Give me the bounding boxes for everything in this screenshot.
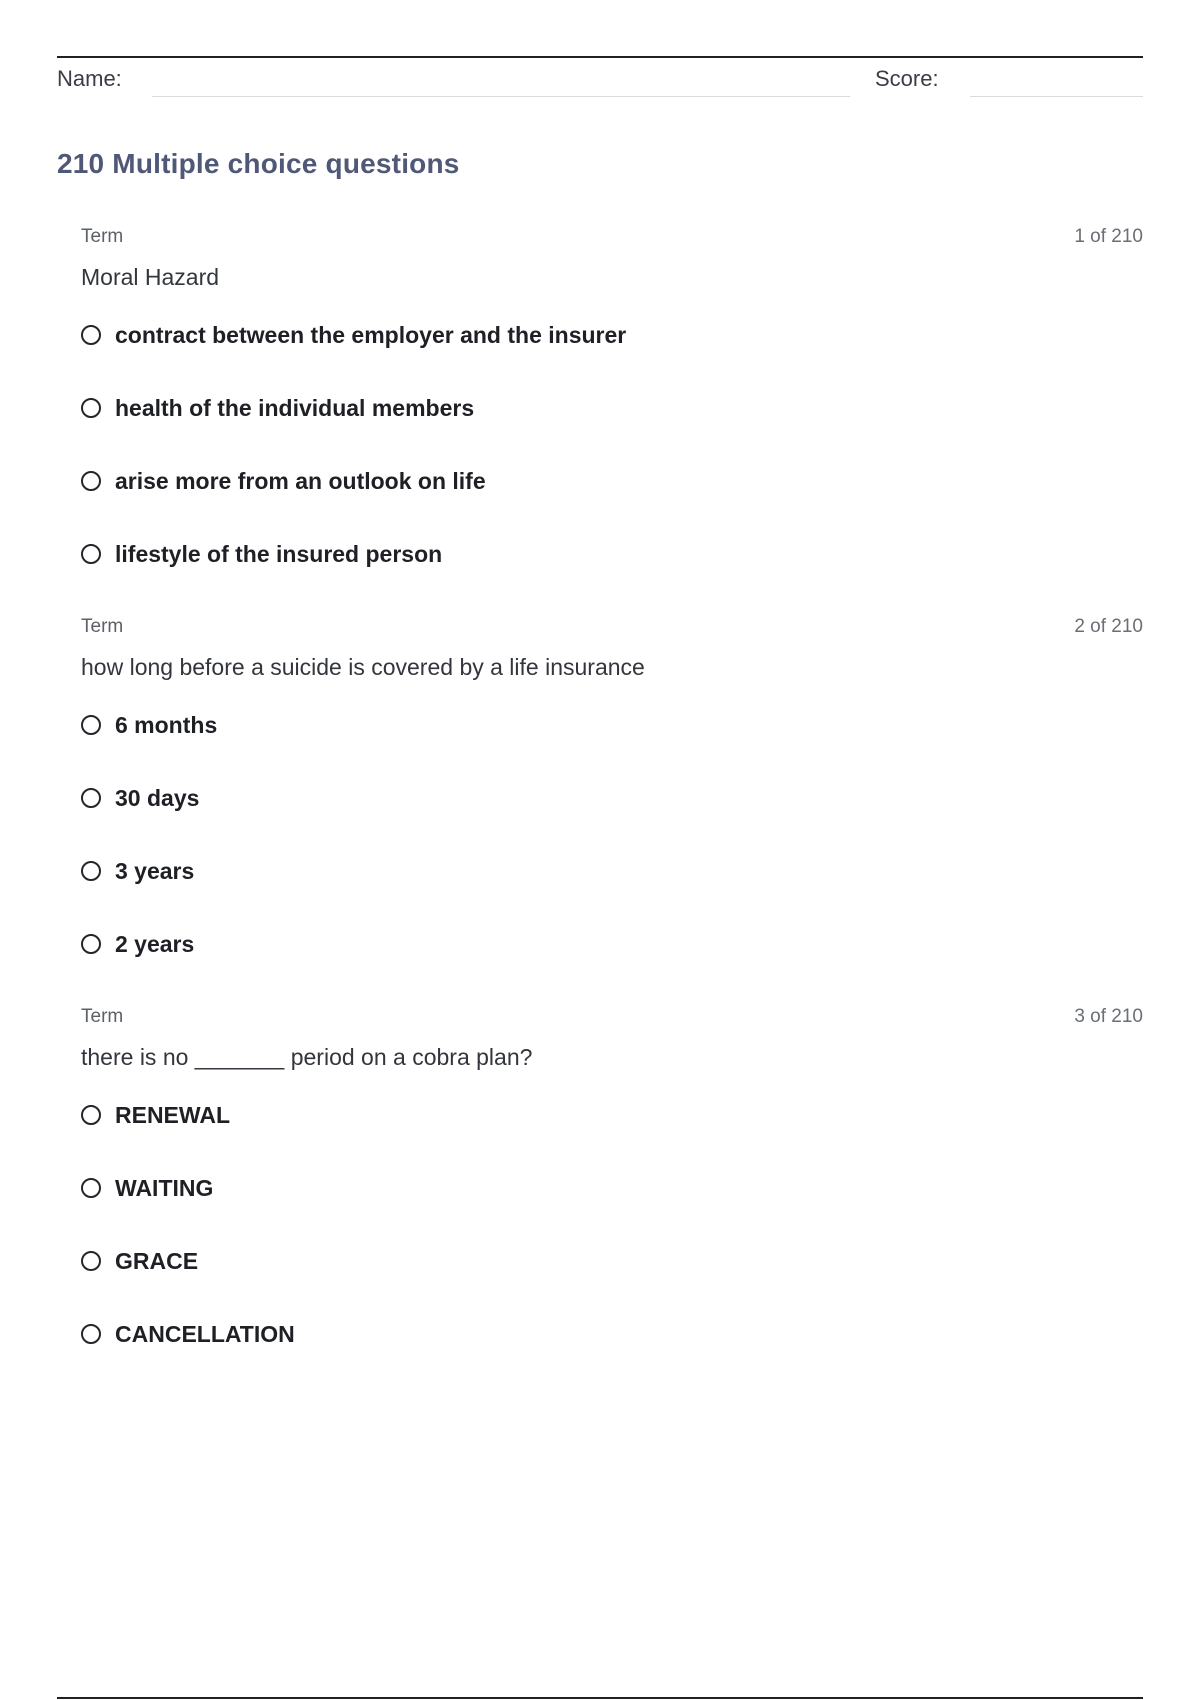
radio-circle-icon[interactable]: [81, 1251, 101, 1271]
name-field-line[interactable]: [152, 96, 850, 97]
radio-circle-icon[interactable]: [81, 1105, 101, 1125]
option-label: 3 years: [115, 858, 195, 884]
answer-option[interactable]: [81, 931, 217, 1004]
option-label: 30 days: [115, 785, 200, 811]
radio-circle-icon[interactable]: [81, 934, 101, 954]
term-label: Term: [81, 616, 124, 637]
answer-option[interactable]: [81, 712, 217, 785]
question-counter: 1 of 210: [1074, 226, 1143, 247]
answer-option[interactable]: [81, 395, 626, 468]
answer-option[interactable]: [81, 1248, 295, 1321]
name-label: Name:: [57, 66, 122, 91]
question-2: [81, 616, 1143, 1006]
question-3: [81, 1006, 1143, 1396]
radio-circle-icon[interactable]: [81, 544, 101, 564]
radio-circle-icon[interactable]: [81, 1324, 101, 1344]
answer-option[interactable]: [81, 785, 217, 858]
option-label: lifestyle of the insured person: [115, 541, 443, 567]
option-label: arise more from an outlook on life: [115, 468, 486, 494]
question-prompt: there is no _______ period on a cobra plan?: [81, 1044, 533, 1070]
option-label: contract between the employer and the insurer: [115, 322, 627, 348]
question-list: [81, 226, 1143, 1396]
radio-circle-icon[interactable]: [81, 471, 101, 491]
option-label: CANCELLATION: [115, 1321, 295, 1347]
score-label: Score:: [875, 66, 939, 91]
option-label: 6 months: [115, 712, 218, 738]
option-list: [81, 712, 217, 1004]
radio-circle-icon[interactable]: [81, 788, 101, 808]
radio-circle-icon[interactable]: [81, 861, 101, 881]
option-list: [81, 322, 626, 614]
answer-option[interactable]: [81, 858, 217, 931]
question-counter: 2 of 210: [1074, 616, 1143, 637]
option-label: 2 years: [115, 931, 195, 957]
radio-circle-icon[interactable]: [81, 715, 101, 735]
option-label: WAITING: [115, 1175, 214, 1201]
page-title: 210 Multiple choice questions: [57, 148, 460, 179]
answer-option[interactable]: [81, 1321, 295, 1394]
question-1: [81, 226, 1143, 616]
worksheet-page: [57, 56, 1143, 1347]
answer-option[interactable]: [81, 541, 626, 614]
term-label: Term: [81, 1006, 124, 1027]
answer-option[interactable]: [81, 322, 626, 395]
option-list: [81, 1102, 295, 1394]
answer-option[interactable]: [81, 1102, 295, 1175]
answer-option[interactable]: [81, 1175, 295, 1248]
question-counter: 3 of 210: [1074, 1006, 1143, 1027]
header-row: [57, 58, 1143, 98]
answer-option[interactable]: [81, 468, 626, 541]
option-label: health of the individual members: [115, 395, 475, 421]
radio-circle-icon[interactable]: [81, 325, 101, 345]
question-prompt: Moral Hazard: [81, 264, 220, 290]
bottom-divider: [57, 1697, 1143, 1699]
radio-circle-icon[interactable]: [81, 398, 101, 418]
score-field-line[interactable]: [970, 96, 1143, 97]
radio-circle-icon[interactable]: [81, 1178, 101, 1198]
option-label: RENEWAL: [115, 1102, 230, 1128]
term-label: Term: [81, 226, 124, 247]
option-label: GRACE: [115, 1248, 199, 1274]
question-prompt: how long before a suicide is covered by a life insurance: [81, 654, 645, 680]
